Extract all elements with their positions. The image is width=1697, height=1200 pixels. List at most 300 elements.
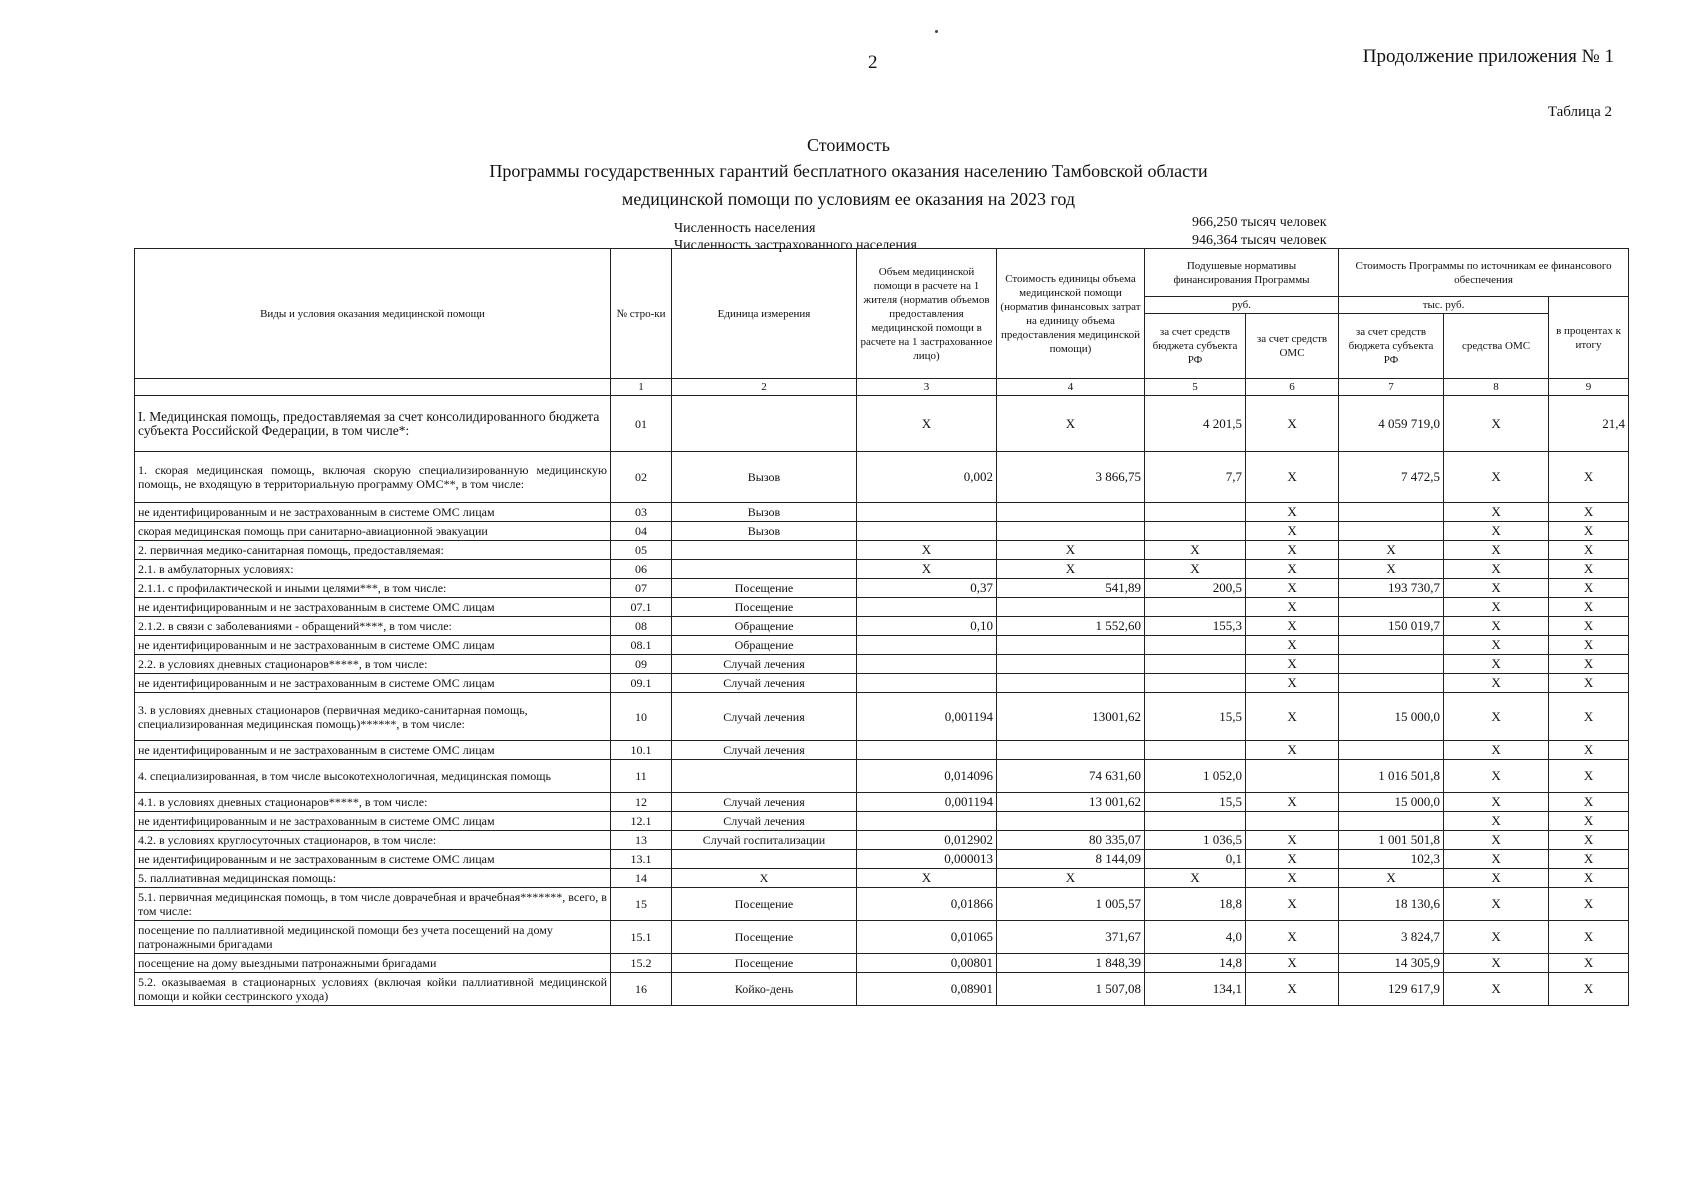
row-percent: X <box>1549 741 1629 760</box>
row-unit-cost: 80 335,07 <box>997 831 1145 850</box>
row-unit: Посещение <box>672 579 857 598</box>
row-program-budget: 4 059 719,0 <box>1339 396 1444 452</box>
row-percapita-oms: X <box>1246 396 1339 452</box>
row-unit-cost <box>997 522 1145 541</box>
row-unit-cost <box>997 636 1145 655</box>
header-budget-thrub: за счет средств бюджета субъекта РФ <box>1339 314 1444 379</box>
row-percapita-oms: X <box>1246 655 1339 674</box>
row-line-number: 10.1 <box>611 741 672 760</box>
row-percent: X <box>1549 560 1629 579</box>
row-program-oms: X <box>1444 954 1549 973</box>
row-volume: 0,014096 <box>857 760 997 793</box>
row-name: не идентифицированным и не застрахованным в системе ОМС лицам <box>135 674 611 693</box>
row-percent: X <box>1549 541 1629 560</box>
row-unit: Случай лечения <box>672 741 857 760</box>
row-unit-cost: 13001,62 <box>997 693 1145 741</box>
row-program-budget <box>1339 655 1444 674</box>
row-percent: X <box>1549 888 1629 921</box>
row-percapita-budget: 1 052,0 <box>1145 760 1246 793</box>
row-unit-cost: 74 631,60 <box>997 760 1145 793</box>
row-line-number: 15.2 <box>611 954 672 973</box>
table-label: Таблица 2 <box>1547 104 1612 120</box>
row-percent: X <box>1549 522 1629 541</box>
row-unit-cost <box>997 674 1145 693</box>
row-percapita-oms: X <box>1246 452 1339 503</box>
row-program-oms: X <box>1444 598 1549 617</box>
row-name: 4.2. в условиях круглосуточных стационаров, в том числе: <box>135 831 611 850</box>
row-unit-cost <box>997 503 1145 522</box>
row-name: 2.2. в условиях дневных стационаров*****, в том числе: <box>135 655 611 674</box>
row-name: I. Медицинская помощь, предоставляемая за счет консолидированного бюджета субъекта Российской Федерации, в том числе*: <box>135 396 611 452</box>
table-row <box>135 655 1629 674</box>
row-program-oms: X <box>1444 655 1549 674</box>
row-percapita-budget: 4,0 <box>1145 921 1246 954</box>
row-program-budget: X <box>1339 869 1444 888</box>
header-volume: Объем медицинской помощи в расчете на 1 жителя (норматив объемов предоставления медицинской помощи в расчете на 1 застрахованное лицо) <box>857 249 997 379</box>
row-program-oms: X <box>1444 760 1549 793</box>
row-name: посещение на дому выездными патронажными бригадами <box>135 954 611 973</box>
row-volume: 0,000013 <box>857 850 997 869</box>
row-unit-cost: 3 866,75 <box>997 452 1145 503</box>
row-percapita-budget <box>1145 674 1246 693</box>
row-percapita-budget <box>1145 598 1246 617</box>
row-percapita-budget: X <box>1145 541 1246 560</box>
row-unit-cost: 8 144,09 <box>997 850 1145 869</box>
header-line: № стро-ки <box>611 249 672 379</box>
scan-dot <box>935 30 938 33</box>
row-unit: Случай лечения <box>672 655 857 674</box>
row-program-oms: X <box>1444 973 1549 1006</box>
row-unit: Случай лечения <box>672 812 857 831</box>
table-row <box>135 888 1629 921</box>
row-percapita-budget <box>1145 503 1246 522</box>
row-percapita-oms: X <box>1246 503 1339 522</box>
header-percent: в процентах к итогу <box>1549 297 1629 379</box>
row-line-number: 07 <box>611 579 672 598</box>
row-percapita-budget: X <box>1145 869 1246 888</box>
row-program-oms: X <box>1444 793 1549 812</box>
row-volume: 0,002 <box>857 452 997 503</box>
row-unit: Случай лечения <box>672 693 857 741</box>
table-row <box>135 522 1629 541</box>
row-percapita-oms: X <box>1246 674 1339 693</box>
row-name: 2.1.1. с профилактической и иными целями***, в том числе: <box>135 579 611 598</box>
table-row <box>135 869 1629 888</box>
row-program-budget: X <box>1339 560 1444 579</box>
row-program-oms: X <box>1444 812 1549 831</box>
row-percapita-budget: 18,8 <box>1145 888 1246 921</box>
row-percapita-budget: 0,1 <box>1145 850 1246 869</box>
row-unit: Вызов <box>672 503 857 522</box>
row-line-number: 16 <box>611 973 672 1006</box>
row-line-number: 13.1 <box>611 850 672 869</box>
title-line-3: медицинской помощи по условиям ее оказания на 2023 год <box>621 189 1076 209</box>
row-percapita-oms: X <box>1246 560 1339 579</box>
table-row <box>135 560 1629 579</box>
row-unit: Обращение <box>672 636 857 655</box>
row-name: 5.1. первичная медицинская помощь, в том числе доврачебная и врачебная*******, всего, в том числе: <box>135 888 611 921</box>
table-body <box>135 396 1629 1006</box>
row-unit-cost <box>997 812 1145 831</box>
row-program-budget <box>1339 522 1444 541</box>
row-program-oms: X <box>1444 617 1549 636</box>
table-row <box>135 831 1629 850</box>
row-name: не идентифицированным и не застрахованным в системе ОМС лицам <box>135 598 611 617</box>
page-number: 2 <box>868 52 878 73</box>
row-program-budget: 1 001 501,8 <box>1339 831 1444 850</box>
header-name: Виды и условия оказания медицинской помощи <box>135 249 611 379</box>
col-number: 1 <box>611 379 672 396</box>
row-volume <box>857 655 997 674</box>
row-program-oms: X <box>1444 888 1549 921</box>
row-line-number: 02 <box>611 452 672 503</box>
row-percent: X <box>1549 503 1629 522</box>
row-line-number: 08 <box>611 617 672 636</box>
row-program-budget: 7 472,5 <box>1339 452 1444 503</box>
row-percent: X <box>1549 793 1629 812</box>
row-unit-cost <box>997 598 1145 617</box>
row-percapita-budget: X <box>1145 560 1246 579</box>
row-percapita-oms: X <box>1246 954 1339 973</box>
col-number: 5 <box>1145 379 1246 396</box>
header-oms-thrub: средства ОМС <box>1444 314 1549 379</box>
col-number: 9 <box>1549 379 1629 396</box>
row-volume <box>857 503 997 522</box>
row-volume <box>857 674 997 693</box>
col-number: 3 <box>857 379 997 396</box>
row-volume <box>857 598 997 617</box>
row-program-budget: 102,3 <box>1339 850 1444 869</box>
table-row <box>135 636 1629 655</box>
row-program-budget: 129 617,9 <box>1339 973 1444 1006</box>
row-unit-cost: X <box>997 869 1145 888</box>
row-percent: 21,4 <box>1549 396 1629 452</box>
row-line-number: 05 <box>611 541 672 560</box>
header-unit-rub: руб. <box>1145 297 1339 314</box>
row-percent: X <box>1549 636 1629 655</box>
row-name: 2. первичная медико-санитарная помощь, предоставляемая: <box>135 541 611 560</box>
row-volume: 0,001194 <box>857 693 997 741</box>
table-row <box>135 396 1629 452</box>
col-number: 6 <box>1246 379 1339 396</box>
header-oms-rub: за счет средств ОМС <box>1246 314 1339 379</box>
row-line-number: 08.1 <box>611 636 672 655</box>
table-row <box>135 598 1629 617</box>
row-line-number: 09.1 <box>611 674 672 693</box>
row-percent: X <box>1549 452 1629 503</box>
header-unit: Единица измерения <box>672 249 857 379</box>
row-unit: Случай госпитализации <box>672 831 857 850</box>
row-name: 4.1. в условиях дневных стационаров*****, в том числе: <box>135 793 611 812</box>
row-program-oms: X <box>1444 741 1549 760</box>
row-program-oms: X <box>1444 503 1549 522</box>
row-program-budget <box>1339 598 1444 617</box>
row-line-number: 14 <box>611 869 672 888</box>
row-name: не идентифицированным и не застрахованным в системе ОМС лицам <box>135 503 611 522</box>
cost-table <box>134 248 1629 1006</box>
row-percapita-budget: 134,1 <box>1145 973 1246 1006</box>
row-percapita-oms: X <box>1246 598 1339 617</box>
row-line-number: 06 <box>611 560 672 579</box>
row-percent: X <box>1549 954 1629 973</box>
row-line-number: 04 <box>611 522 672 541</box>
row-name: 3. в условиях дневных стационаров (первичная медико-санитарная помощь, специализированная медицинская помощь)******, в том числе: <box>135 693 611 741</box>
table-row <box>135 921 1629 954</box>
row-unit-cost: 1 507,08 <box>997 973 1145 1006</box>
row-percent: X <box>1549 579 1629 598</box>
row-unit-cost: 371,67 <box>997 921 1145 954</box>
row-percapita-oms: X <box>1246 617 1339 636</box>
row-unit: Случай лечения <box>672 793 857 812</box>
row-program-oms: X <box>1444 921 1549 954</box>
table-row <box>135 954 1629 973</box>
row-percapita-oms: X <box>1246 522 1339 541</box>
row-percent: X <box>1549 693 1629 741</box>
row-percapita-oms: X <box>1246 793 1339 812</box>
row-program-oms: X <box>1444 869 1549 888</box>
row-name: 1. скорая медицинская помощь, включая скорую специализированную медицинскую помощь, не входящую в территориальную программу ОМС**, в том числе: <box>135 452 611 503</box>
row-percapita-oms: X <box>1246 831 1339 850</box>
row-volume: X <box>857 396 997 452</box>
row-percapita-budget <box>1145 636 1246 655</box>
row-percapita-budget <box>1145 522 1246 541</box>
row-unit-cost: X <box>997 396 1145 452</box>
row-percapita-oms <box>1246 760 1339 793</box>
header-percapita: Подушевые нормативы финансирования Программы <box>1145 249 1339 297</box>
row-unit-cost <box>997 655 1145 674</box>
row-program-budget <box>1339 674 1444 693</box>
row-percent: X <box>1549 831 1629 850</box>
row-line-number: 13 <box>611 831 672 850</box>
row-program-oms: X <box>1444 396 1549 452</box>
row-unit: Посещение <box>672 921 857 954</box>
row-program-oms: X <box>1444 636 1549 655</box>
row-percent: X <box>1549 850 1629 869</box>
row-percapita-budget: 155,3 <box>1145 617 1246 636</box>
row-unit: Обращение <box>672 617 857 636</box>
population-value: 966,250 тысяч человек <box>1192 215 1327 230</box>
row-line-number: 11 <box>611 760 672 793</box>
row-percent: X <box>1549 617 1629 636</box>
row-program-oms: X <box>1444 831 1549 850</box>
row-unit-cost <box>997 741 1145 760</box>
row-percapita-budget: 15,5 <box>1145 693 1246 741</box>
row-program-oms: X <box>1444 674 1549 693</box>
row-percapita-budget: 1 036,5 <box>1145 831 1246 850</box>
row-percent: X <box>1549 674 1629 693</box>
insured-population-value: 946,364 тысяч человек <box>1192 233 1327 248</box>
row-name: 2.1.2. в связи с заболеваниями - обращений****, в том числе: <box>135 617 611 636</box>
row-percapita-oms: X <box>1246 888 1339 921</box>
row-volume: 0,37 <box>857 579 997 598</box>
row-unit-cost: 1 552,60 <box>997 617 1145 636</box>
row-unit <box>672 850 857 869</box>
row-unit: X <box>672 869 857 888</box>
row-percapita-budget: 15,5 <box>1145 793 1246 812</box>
header-cost: Стоимость единицы объема медицинской помощи (норматив финансовых затрат на единицу объема предоставления медицинской помощи) <box>997 249 1145 379</box>
row-volume: 0,00801 <box>857 954 997 973</box>
row-unit <box>672 560 857 579</box>
row-line-number: 12 <box>611 793 672 812</box>
row-line-number: 03 <box>611 503 672 522</box>
row-unit: Посещение <box>672 598 857 617</box>
row-program-budget: 15 000,0 <box>1339 693 1444 741</box>
row-volume <box>857 741 997 760</box>
row-volume: 0,012902 <box>857 831 997 850</box>
row-percapita-budget: 14,8 <box>1145 954 1246 973</box>
row-unit: Случай лечения <box>672 674 857 693</box>
row-percapita-budget <box>1145 812 1246 831</box>
row-program-oms: X <box>1444 522 1549 541</box>
row-percapita-budget: 4 201,5 <box>1145 396 1246 452</box>
row-unit-cost: 1 848,39 <box>997 954 1145 973</box>
row-volume: X <box>857 869 997 888</box>
row-percent: X <box>1549 760 1629 793</box>
row-line-number: 15.1 <box>611 921 672 954</box>
row-name: посещение по паллиативной медицинской помощи без учета посещений на дому патронажными бригадами <box>135 921 611 954</box>
table-row <box>135 617 1629 636</box>
row-volume: 0,001194 <box>857 793 997 812</box>
table-row <box>135 973 1629 1006</box>
row-unit: Посещение <box>672 888 857 921</box>
row-unit: Посещение <box>672 954 857 973</box>
row-name: 2.1. в амбулаторных условиях: <box>135 560 611 579</box>
row-percapita-oms: X <box>1246 541 1339 560</box>
row-percapita-budget: 200,5 <box>1145 579 1246 598</box>
row-name: 4. специализированная, в том числе высокотехнологичная, медицинская помощь <box>135 760 611 793</box>
row-volume <box>857 812 997 831</box>
row-unit-cost: X <box>997 541 1145 560</box>
row-program-budget: 18 130,6 <box>1339 888 1444 921</box>
row-program-budget: 150 019,7 <box>1339 617 1444 636</box>
row-volume: 0,01866 <box>857 888 997 921</box>
row-program-budget: 14 305,9 <box>1339 954 1444 973</box>
row-percent: X <box>1549 655 1629 674</box>
row-program-budget <box>1339 741 1444 760</box>
row-program-budget: X <box>1339 541 1444 560</box>
row-line-number: 12.1 <box>611 812 672 831</box>
row-percapita-oms: X <box>1246 869 1339 888</box>
row-name: не идентифицированным и не застрахованным в системе ОМС лицам <box>135 636 611 655</box>
row-name: скорая медицинская помощь при санитарно-авиационной эвакуации <box>135 522 611 541</box>
row-name: не идентифицированным и не застрахованным в системе ОМС лицам <box>135 850 611 869</box>
row-percent: X <box>1549 598 1629 617</box>
row-percent: X <box>1549 921 1629 954</box>
row-volume: 0,10 <box>857 617 997 636</box>
row-percapita-oms: X <box>1246 921 1339 954</box>
row-program-oms: X <box>1444 850 1549 869</box>
row-program-oms: X <box>1444 541 1549 560</box>
table-row <box>135 760 1629 793</box>
row-unit-cost: 541,89 <box>997 579 1145 598</box>
table-row <box>135 541 1629 560</box>
row-percapita-oms: X <box>1246 741 1339 760</box>
row-unit: Вызов <box>672 522 857 541</box>
row-program-budget: 3 824,7 <box>1339 921 1444 954</box>
row-percapita-oms: X <box>1246 693 1339 741</box>
table-row <box>135 503 1629 522</box>
row-unit <box>672 396 857 452</box>
continuation-label: Продолжение приложения № 1 <box>1362 46 1614 67</box>
row-percapita-budget: 7,7 <box>1145 452 1246 503</box>
col-number: 7 <box>1339 379 1444 396</box>
row-line-number: 01 <box>611 396 672 452</box>
row-volume: X <box>857 541 997 560</box>
row-name: 5. паллиативная медицинская помощь: <box>135 869 611 888</box>
row-volume: 0,08901 <box>857 973 997 1006</box>
table-row <box>135 812 1629 831</box>
row-volume <box>857 522 997 541</box>
row-program-budget <box>1339 503 1444 522</box>
row-volume: X <box>857 560 997 579</box>
table-row <box>135 793 1629 812</box>
table-row <box>135 579 1629 598</box>
header-budget-rub: за счет средств бюджета субъекта РФ <box>1145 314 1246 379</box>
row-program-budget: 15 000,0 <box>1339 793 1444 812</box>
col-number: 2 <box>672 379 857 396</box>
row-name: не идентифицированным и не застрахованным в системе ОМС лицам <box>135 741 611 760</box>
row-program-budget <box>1339 812 1444 831</box>
row-line-number: 15 <box>611 888 672 921</box>
row-program-budget: 1 016 501,8 <box>1339 760 1444 793</box>
row-percapita-budget <box>1145 655 1246 674</box>
table-row <box>135 452 1629 503</box>
row-unit-cost: 13 001,62 <box>997 793 1145 812</box>
row-percapita-oms <box>1246 812 1339 831</box>
table-row <box>135 741 1629 760</box>
row-volume: 0,01065 <box>857 921 997 954</box>
table-row <box>135 850 1629 869</box>
row-line-number: 10 <box>611 693 672 741</box>
title-line-2: Программы государственных гарантий бесплатного оказания населению Тамбовской области <box>489 161 1208 181</box>
row-unit: Вызов <box>672 452 857 503</box>
col-number: 8 <box>1444 379 1549 396</box>
col-number: 4 <box>997 379 1145 396</box>
row-unit-cost: X <box>997 560 1145 579</box>
header-unit-thrub: тыс. руб. <box>1339 297 1549 314</box>
row-percent: X <box>1549 812 1629 831</box>
row-line-number: 09 <box>611 655 672 674</box>
header-program-cost: Стоимость Программы по источникам ее финансового обеспечения <box>1339 249 1629 297</box>
row-name: 5.2. оказываемая в стационарных условиях (включая койки паллиативной медицинской помощи и койки сестринского ухода) <box>135 973 611 1006</box>
row-line-number: 07.1 <box>611 598 672 617</box>
row-percapita-oms: X <box>1246 850 1339 869</box>
row-program-oms: X <box>1444 579 1549 598</box>
row-unit <box>672 760 857 793</box>
table-row <box>135 693 1629 741</box>
row-program-budget <box>1339 636 1444 655</box>
row-percapita-budget <box>1145 741 1246 760</box>
insured-population-label: Численность застрахованного населения <box>674 238 917 253</box>
row-program-budget: 193 730,7 <box>1339 579 1444 598</box>
title-line-1: Стоимость <box>807 135 890 155</box>
row-volume <box>857 636 997 655</box>
table-row <box>135 674 1629 693</box>
row-unit: Койко-день <box>672 973 857 1006</box>
row-percapita-oms: X <box>1246 579 1339 598</box>
row-unit <box>672 541 857 560</box>
row-program-oms: X <box>1444 693 1549 741</box>
row-name: не идентифицированным и не застрахованным в системе ОМС лицам <box>135 812 611 831</box>
row-program-oms: X <box>1444 560 1549 579</box>
col-number-blank <box>135 379 611 396</box>
row-unit-cost: 1 005,57 <box>997 888 1145 921</box>
row-percapita-oms: X <box>1246 973 1339 1006</box>
row-program-oms: X <box>1444 452 1549 503</box>
row-percapita-oms: X <box>1246 636 1339 655</box>
population-label: Численность населения <box>674 221 816 236</box>
row-percent: X <box>1549 869 1629 888</box>
